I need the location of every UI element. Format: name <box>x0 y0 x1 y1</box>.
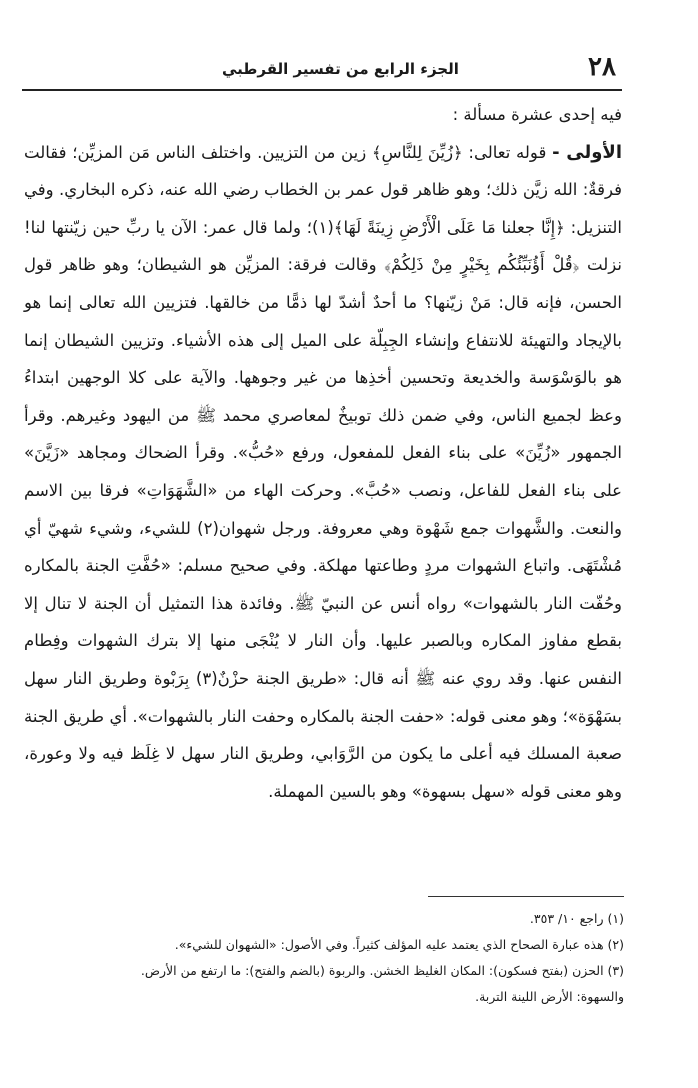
issue-label: الأولى - <box>552 141 623 163</box>
footnote-3-continued: والسهوة: الأرض اللينة التربة. <box>475 989 624 1004</box>
footnote-2: (٢) هذه عبارة الصحاح الذي يعتمد عليه المؤلف كثيراً. وفي الأصول: «الشهوان للشيء». <box>174 937 624 952</box>
page-header <box>22 52 648 92</box>
main-text <box>24 96 622 810</box>
footnotes <box>20 906 624 1010</box>
footnote-divider <box>428 896 624 897</box>
footnote-1: (١) راجع ١٠/ ٣٥٣. <box>529 911 624 926</box>
intro-line: فيه إحدى عشرة مسألة : <box>452 105 622 124</box>
footnote-3: (٣) الحزن (بفتح فسكون): المكان الغليظ الخشن. والربوة (بالضم والفتح): ما ارتفع من الأرض. <box>140 963 624 978</box>
running-title: الجزء الرابع من تفسير القرطبي <box>222 60 459 78</box>
issue-paragraph <box>24 134 622 811</box>
page-number: ٢٨ <box>588 52 616 82</box>
issue-text: قوله تعالى: ﴿زُيِّنَ لِلنَّاسِ﴾ زين من التزيين. واختلف الناس مَن المزيِّن؛ فقالت فرقةٌ: الله زيَّن ذلك؛ وهو ظاهر قول عمر بن الخطاب رضي الله عنه، ذكره البخاري. وفي التنزيل: ﴿إِنَّا جعلنا مَا عَلَى الْأَرْضِ زِينَةً لَهَا﴾(١)؛ ولما قال عمر: الآن يا ربِّ حين زيّنتها لنا! نزلت ﴿قُلْ أَؤُنَبِّئُكُم بِخَيْرٍ مِنْ ذَلِكُمْ﴾ وقالت فرقة: المزيِّن هو الشيطان؛ وهو ظاهر قول الحسن، فإنه قال: مَنْ زيّنها؟ ما أحدٌ أشدّ لها ذمًّا من خالقها. فتزيين الله تعالى إنما هو بالإيجاد والتهيئة للانتفاع وإنشاء الجِبِلّة على الميل إلى هذه الأشياء. وتزيين الشيطان إنما هو بالوَسْوَسة والخديعة وتحسين أخذِها من غير وجوهها. والآية على كلا الوجهين ابتداءُ وعظ لجميع الناس، وفي ضمن ذلك توبيخٌ لمعاصري محمد ﷺ من اليهود وغيرهم. وقرأ الجمهور «زُيِّنَ» على بناء الفعل للمفعول، ورفع «حُبُّ». وقرأ الضحاك ومجاهد «زَيَّنَ» على بناء الفعل للفاعل، ونصب «حُبَّ». وحركت الهاء من «الشَّهَوَاتِ» فرقا بين الاسم والنعت. والشَّهوات جمع شَهْوة وهي معروفة. ورجل شهوان(٢) للشيء، وشيء شهيّ أي مُشْتَهَى. واتباع الشهوات مردٍ وطاعتها مهلكة. وفي صحيح مسلم: «حُفَّتِ الجنة بالمكاره وحُفّت النار بالشهوات» رواه أنس عن النبيّ ﷺ. وفائدة هذا التمثيل أن الجنة لا تنال إلا بقطع مفاوز المكاره وبالصبر عليها. وأن النار لا يُنْجَى منها إلا بترك الشهوات وفِطام النفس عنها. وقد روي عنه ﷺ أنه قال: «طريق الجنة حزْنٌ(٣) بِرَبْوة وطريق النار سهل بسَهْوَة»؛ وهو معنى قوله: «حفت الجنة بالمكاره وحفت النار بالشهوات». أي طريق الجنة صعبة المسلك فيه أعلى ما يكون من الرَّوَابي، وطريق النار سهل لا غِلَظ فيه ولا وعورة، وهو معنى قوله «سهل بسهوة» وهو بالسين المهملة. <box>24 142 623 801</box>
header-divider <box>22 89 622 91</box>
